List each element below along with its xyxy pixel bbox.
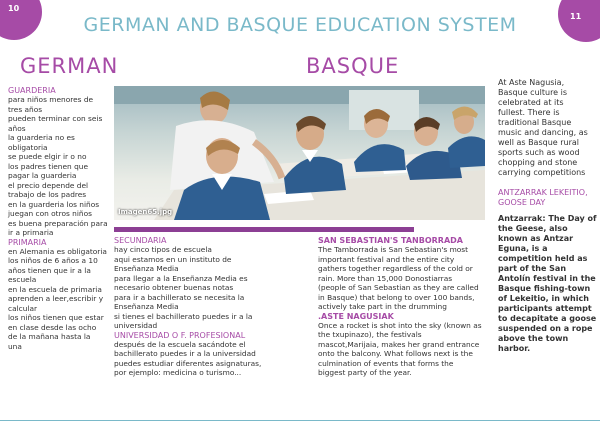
text-line: juegan con otros niños — [8, 209, 92, 218]
text-line: the txupinazo), the festivals — [318, 330, 422, 339]
text-line: una — [8, 341, 22, 351]
text-line: para niños menores de — [8, 95, 94, 104]
text-line: participants attempt — [498, 304, 592, 313]
text-line: onto the balcony. What follows next is the — [318, 349, 473, 358]
text-line: well as Basque rural — [498, 138, 580, 147]
text-line: Once a rocket is shot into the sky (known as — [318, 320, 482, 330]
text-line: obligatoria — [8, 142, 48, 152]
text-line: Antolín festival in the — [498, 274, 596, 283]
tamborrada-title: SAN SEBASTIAN'S TANBORRADA — [318, 236, 463, 245]
primaria-title: PRIMARIA — [8, 237, 47, 247]
text-line: universidad — [114, 321, 158, 330]
text-line: años tienen que ir a la — [8, 265, 91, 275]
text-line: celebrated at its — [498, 98, 564, 107]
text-line: por ejemplo: medicina o turismo... — [114, 368, 242, 377]
text-line: necesario obtener buenas notas — [114, 283, 234, 292]
universidad-title: UNIVERSIDAD O F. PROFESIONAL — [114, 330, 246, 340]
text-line: harbor. — [498, 344, 531, 353]
text-line: en la escuela de primaria — [8, 284, 102, 294]
text-line: Enseñanza Media — [114, 302, 179, 311]
text-line: tres años — [8, 104, 43, 114]
text-line: calcular — [8, 303, 38, 313]
text-line: los niños tienen que estar — [8, 313, 104, 322]
text-line: ir a primaria — [8, 228, 54, 237]
aste-nagusiak-title: .ASTE NAGUSIAK — [318, 311, 394, 321]
text-line: se puede elgir ir o no — [8, 152, 87, 161]
text-line: important festival and the entire city — [318, 254, 455, 264]
basque-middle-column — [318, 236, 494, 378]
text-line: si tienes el bachillerato puedes ir a la — [114, 311, 253, 321]
german-heading: GERMAN — [20, 54, 119, 78]
german-left-column — [8, 86, 114, 351]
text-line: fullest. There is — [498, 108, 560, 117]
text-line: actively take part in the drumming — [318, 302, 447, 311]
text-line: (people of San Sebastian as they are called — [318, 283, 479, 292]
text-line: competition held as — [498, 254, 588, 263]
text-line: en clase desde las ocho — [8, 322, 97, 332]
text-line: biggest party of the year. — [318, 368, 412, 377]
text-line: en Alemania es obligatoria — [8, 246, 107, 256]
text-line: suspended on a rope — [498, 324, 593, 333]
text-line: gathers together regardless of the cold or — [318, 264, 473, 273]
text-line: Antzarrak: The Day of — [498, 214, 597, 223]
text-line: los niños de 6 años a 10 — [8, 256, 98, 265]
text-line: ANTZARRAK LEKEITIO, — [498, 188, 588, 197]
guarderia-text — [8, 95, 114, 238]
text-line: culmination of events that forms the — [318, 358, 454, 368]
text-line: chopping and stone — [498, 158, 578, 167]
text-line: Basque culture is — [498, 88, 568, 97]
guarderia-title: GUARDERIA — [8, 86, 56, 95]
text-line: para ir a bachillerato se necesita la — [114, 292, 245, 302]
aste-nagusiak-text — [318, 321, 494, 378]
text-line: of Lekeitio, in which — [498, 294, 589, 303]
german-middle-column — [114, 236, 314, 378]
basque-heading: BASQUE — [306, 54, 400, 78]
text-line: la guarderia no es — [8, 133, 75, 142]
classroom-photo-illustration — [114, 86, 485, 220]
bottom-rule — [0, 420, 600, 421]
text-line: bachillerato puedes ir a la universidad — [114, 349, 256, 358]
page-number-left: 10 — [8, 4, 20, 13]
text-line: Enseñanza Media — [114, 264, 179, 273]
text-line: puedes estudiar diferentes asignaturas, — [114, 358, 262, 368]
text-line: años — [8, 123, 26, 133]
text-line: known as Antzar — [498, 234, 574, 243]
text-line: to decapitate a goose — [498, 314, 597, 323]
text-line: GOOSE DAY — [498, 198, 546, 207]
text-line: mascot,Marijaia, makes her grand entrance — [318, 339, 480, 349]
text-line: pueden terminar con seis — [8, 114, 103, 123]
secundaria-title: SECUNDARIA — [114, 236, 167, 245]
text-line: hay cinco tipos de escuela — [114, 245, 212, 254]
photo-caption: Imagen65.jpg — [118, 208, 173, 216]
text-line: part of the San — [498, 264, 567, 273]
text-line: en la guarderia los niños — [8, 199, 100, 209]
text-line: sports such as wood — [498, 148, 580, 157]
text-line: carrying competitions — [498, 168, 586, 177]
text-line: trabajo de los padres — [8, 190, 87, 199]
text-line: de la mañana hasta la — [8, 332, 91, 341]
classroom-photo — [114, 86, 485, 220]
text-line: Basque fishing-town — [498, 284, 591, 293]
aste-nagusia-text — [498, 78, 598, 178]
antzarrak-title — [498, 188, 598, 208]
basque-right-column — [498, 78, 598, 354]
text-line: music and dancing, as — [498, 128, 588, 137]
text-line: traditional Basque — [498, 118, 572, 127]
text-line: The Tamborrada is San Sebastian's most — [318, 245, 469, 254]
text-line: pagar la guarderia — [8, 171, 77, 180]
text-line: above the town — [498, 334, 569, 343]
text-line: el precio depende del — [8, 180, 89, 190]
text-line: después de la escuela sacándote el — [114, 339, 246, 349]
text-line: aprenden a leer,escribir y — [8, 294, 104, 303]
text-line: rain. More than 15,000 Donostiarras — [318, 273, 453, 283]
text-line: escuela — [8, 275, 37, 284]
text-line: the Geese, also — [498, 224, 568, 233]
divider-bar — [114, 227, 414, 232]
text-line: es buena preparación para — [8, 218, 108, 228]
universidad-text — [114, 340, 314, 378]
text-line: para llegar a la Enseñanza Media es — [114, 273, 248, 283]
text-line: los padres tienen que — [8, 161, 88, 171]
text-line: aqui estamos en un instituto de — [114, 254, 232, 264]
page-number-right: 11 — [570, 12, 582, 21]
page-title: GERMAN AND BASQUE EDUCATION SYSTEM — [83, 14, 517, 36]
text-line: At Aste Nagusia, — [498, 78, 565, 87]
text-line: Eguna, is a — [498, 244, 548, 253]
antzarrak-text — [498, 214, 598, 354]
primaria-text — [8, 247, 114, 352]
secundaria-text — [114, 245, 314, 331]
tamborrada-text — [318, 245, 494, 312]
text-line: in Basque) that belong to over 100 bands, — [318, 292, 475, 302]
